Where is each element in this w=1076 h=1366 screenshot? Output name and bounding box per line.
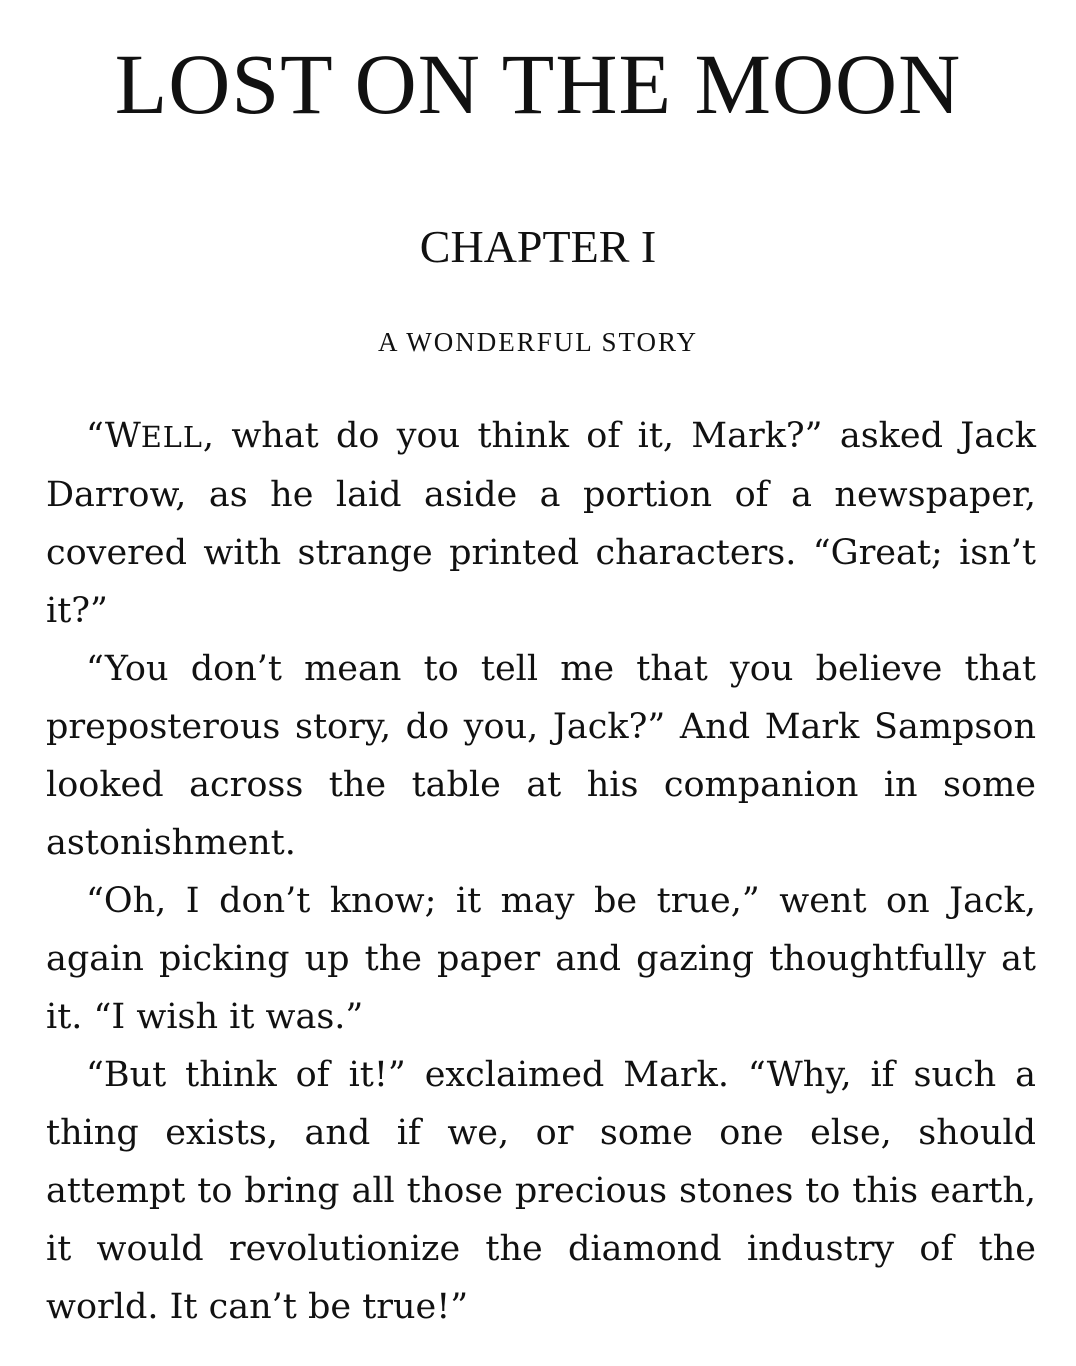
book-title: LOST ON THE MOON [114,36,962,132]
small-caps-text: ELL [140,420,203,454]
paragraph-text: , what do you think of it, Mark?” asked Jack Darrow, as he laid aside a portion of a newspaper, covered with strange printed characters. “Great; isn’t it?” [46,416,1036,631]
paragraph: “But think of it!” exclaimed Mark. “Why, if such a thing exists, and if we, or some one else, should attempt to bring all those precious stones to this earth, it would revolutionize the diamond industry of the world. It can’t be true!” [46,1055,1036,1327]
drop-letter: W [104,416,141,456]
chapter-body [46,407,1036,1336]
paragraph [46,407,1036,640]
chapter-number: CHAPTER I [419,221,657,272]
paragraph: “You don’t mean to tell me that you believe that preposterous story, do you, Jack?” And Mark Sampson looked across the table at his companion in some astonishment. [46,649,1036,863]
paragraph: “Oh, I don’t know; it may be true,” went on Jack, again picking up the paper and gazing thoughtfully at it. “I wish it was.” [46,881,1036,1037]
chapter-title: A WONDERFUL STORY [377,327,699,357]
opening-quote: “ [86,416,105,456]
